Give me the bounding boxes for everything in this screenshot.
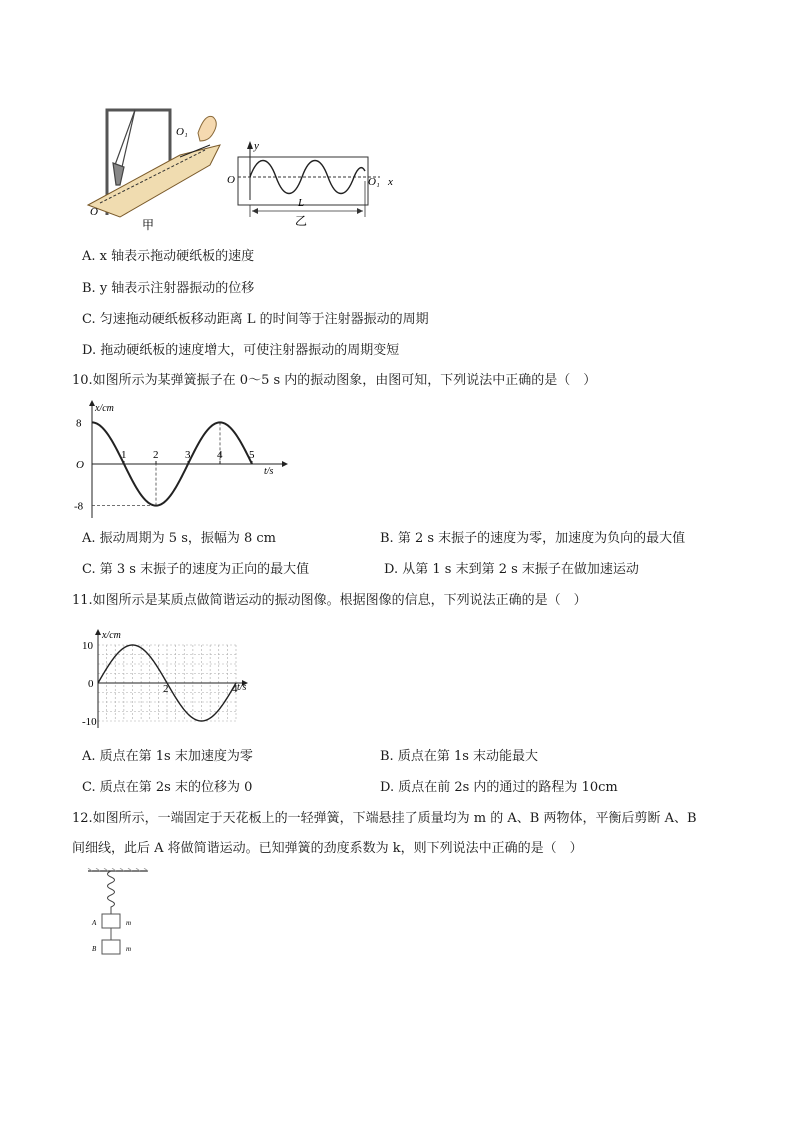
block-b: [102, 940, 120, 954]
x-tick-label: 4: [217, 449, 223, 461]
y-tick-label: -8: [74, 500, 84, 513]
y-tick-label: O: [76, 459, 84, 471]
q10-option-d[interactable]: D. 从第 1 s 末到第 2 s 末振子在做加速运动: [384, 562, 639, 577]
x-axis-arrow: [282, 461, 288, 467]
label-yi: 乙: [295, 214, 308, 228]
label-o-right: O: [227, 174, 235, 186]
hand-icon: [198, 116, 216, 141]
q11-option-c[interactable]: C. 质点在第 2s 末的位移为 0: [82, 780, 253, 795]
x-tick-label: 2: [163, 683, 169, 695]
y-tick-label: 8: [76, 417, 82, 430]
y-axis-label: x/cm: [102, 630, 121, 641]
x-axis-label: t/s: [237, 682, 247, 693]
q10-vibration-chart: [72, 398, 292, 523]
y-axis-label: x/cm: [95, 403, 114, 414]
y-tick-label: -10: [82, 716, 97, 728]
q11-option-d[interactable]: D. 质点在前 2s 内的通过的路程为 10cm: [380, 780, 618, 795]
label-o1-left: O₁: [176, 126, 188, 138]
label-x: x: [388, 176, 393, 188]
q12-stem-line1: 12.如图所示，一端固定于天花板上的一轻弹簧，下端悬挂了质量均为 m 的 A、B 两物体，平衡后剪断 A、B: [72, 811, 697, 826]
x-axis-label: t/s: [264, 466, 274, 477]
q10-option-b[interactable]: B. 第 2 s 末振子的速度为零，加速度为负向的最大值: [380, 531, 686, 546]
figure-spring-blocks: [86, 868, 156, 956]
label-block-a: A: [92, 919, 97, 927]
spring-coil: [108, 871, 115, 914]
label-o1-right: O₁: [368, 176, 380, 188]
wave-plot: [227, 140, 393, 228]
q12-stem-line2: 间细线，此后 A 将做简谐运动。已知弹簧的劲度系数为 k，则下列说法中正确的是（ ）: [72, 841, 583, 856]
label-block-b: B: [92, 945, 97, 953]
x-tick-label: 4: [232, 683, 238, 695]
label-o-left: O: [90, 206, 98, 218]
q11-stem: 11.如图所示是某质点做简谐运动的振动图像。根据图像的信息，下列说法正确的是（ ）: [72, 593, 587, 608]
q11-shm-chart: [82, 628, 252, 730]
block-a: [102, 914, 120, 928]
q10-option-a[interactable]: A. 振动周期为 5 s，振幅为 8 cm: [82, 531, 277, 546]
y-axis-arrow: [95, 629, 101, 635]
q9-option-a[interactable]: A. x 轴表示拖动硬纸板的速度: [82, 249, 255, 264]
y-tick-label: 10: [82, 640, 93, 652]
q9-option-d[interactable]: D. 拖动硬纸板的速度增大，可使注射器振动的周期变短: [82, 343, 400, 358]
label-L: L: [298, 197, 305, 209]
x-tick-label: 5: [249, 449, 255, 461]
q11-option-b[interactable]: B. 质点在第 1s 末动能最大: [380, 749, 539, 764]
q10-option-c[interactable]: C. 第 3 s 末振子的速度为正向的最大值: [82, 562, 310, 577]
q11-option-a[interactable]: A. 质点在第 1s 末加速度为零: [82, 749, 253, 764]
figure-syringe-apparatus: [80, 105, 400, 235]
q9-option-c[interactable]: C. 匀速拖动硬纸板移动距离 L 的时间等于注射器振动的周期: [82, 312, 429, 327]
label-mass-a: m: [126, 919, 132, 927]
label-mass-b: m: [126, 945, 132, 953]
wave-curve: [250, 161, 365, 194]
label-jia: 甲: [142, 218, 155, 232]
q10-stem: 10.如图所示为某弹簧振子在 0～5 s 内的振动图象，由图可知，下列说法中正确的是（ ）: [72, 373, 597, 388]
x-tick-label: 2: [153, 449, 159, 461]
label-y: y: [254, 140, 259, 152]
q9-option-b[interactable]: B. y 轴表示注射器振动的位移: [82, 281, 255, 296]
y-tick-label: 0: [88, 678, 94, 690]
x-tick-label: 3: [185, 449, 191, 461]
x-tick-label: 1: [121, 449, 127, 461]
syringe-pendulum: [113, 110, 135, 185]
